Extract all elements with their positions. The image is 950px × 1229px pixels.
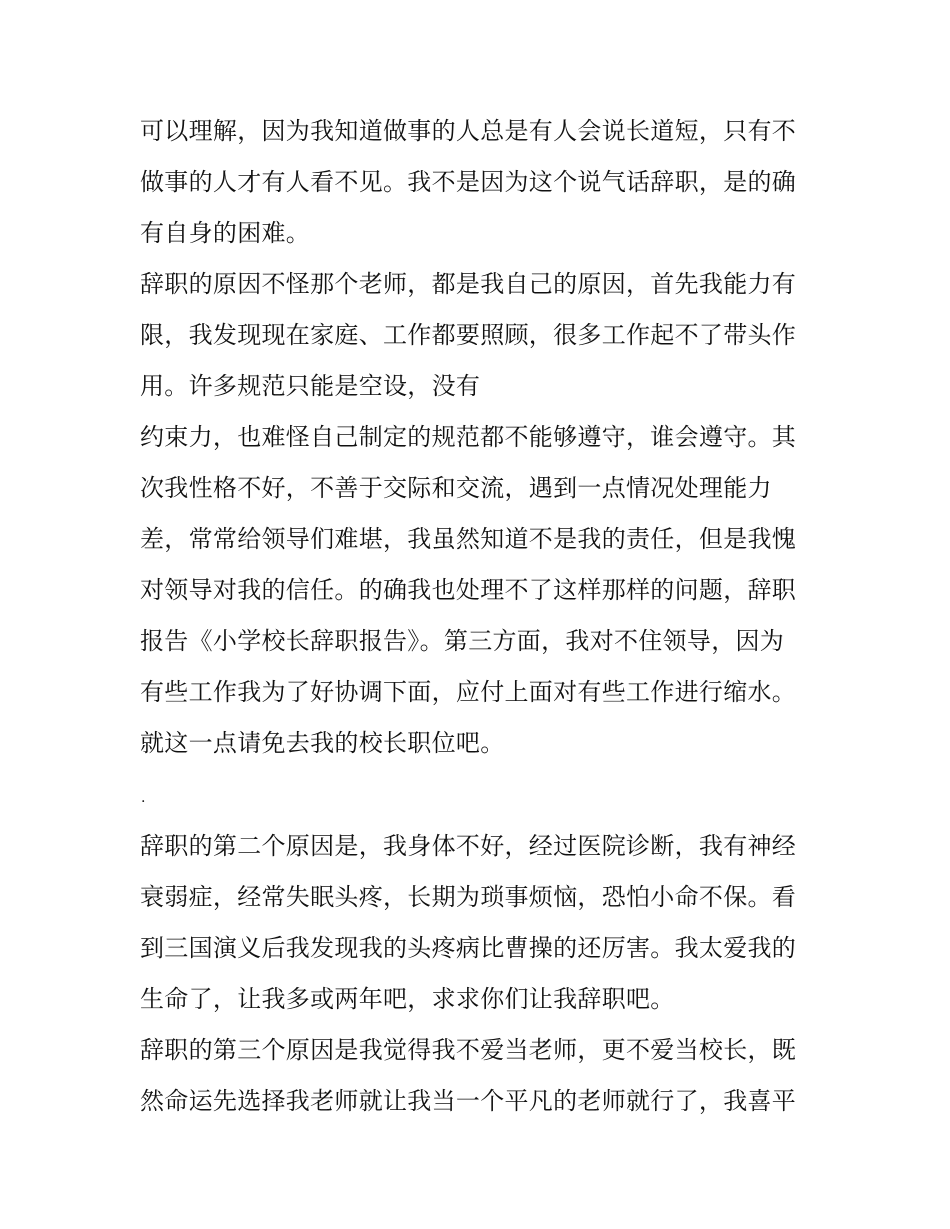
text-line: 生命了，让我多或两年吧，求求你们让我辞职吧。 xyxy=(140,985,675,1013)
text-line: 然命运先选择我老师就让我当一个平凡的老师就行了，我喜平 xyxy=(140,1087,797,1115)
text-line: 做事的人才有人看不见。我不是因为这个说气话辞职，是的确 xyxy=(140,168,797,196)
separator-dot: . xyxy=(141,790,146,806)
text-line: 衰弱症，经常失眠头疼，长期为琐事烦恼，恐怕小命不保。看 xyxy=(140,883,797,911)
text-line: 报告《小学校长辞职报告》。第三方面，我对不住领导，因为 xyxy=(140,627,785,655)
text-line: 约束力，也难怪自己制定的规范都不能够遵守，谁会遵守。其 xyxy=(140,423,797,451)
text-line: 对领导对我的信任。的确我也处理不了这样那样的问题，辞职 xyxy=(140,576,797,604)
text-line: 用。许多规范只能是空设，没有 xyxy=(140,372,481,400)
text-line: 限，我发现现在家庭、工作都要照顾，很多工作起不了带头作 xyxy=(140,321,797,349)
text-line: 有自身的困难。 xyxy=(140,219,311,247)
text-line: 差，常常给领导们难堪，我虽然知道不是我的责任，但是我愧 xyxy=(140,525,797,553)
text-line: 就这一点请免去我的校长职位吧。 xyxy=(140,729,505,757)
text-line: 次我性格不好，不善于交际和交流，遇到一点情况处理能力 xyxy=(140,474,772,502)
text-line: 辞职的第二个原因是，我身体不好，经过医院诊断，我有神经 xyxy=(140,832,797,860)
text-line: 辞职的第三个原因是我觉得我不爱当老师，更不爱当校长，既 xyxy=(140,1036,797,1064)
document-body xyxy=(140,106,820,1127)
separator-dot-line xyxy=(140,769,820,821)
text-line: 有些工作我为了好协调下面，应付上面对有些工作进行缩水。 xyxy=(140,678,797,706)
text-line: 可以理解，因为我知道做事的人总是有人会说长道短，只有不 xyxy=(140,117,797,145)
text-line: 辞职的原因不怪那个老师，都是我自己的原因，首先我能力有 xyxy=(140,270,797,298)
text-line: 到三国演义后我发现我的头疼病比曹操的还厉害。我太爱我的 xyxy=(140,934,797,962)
